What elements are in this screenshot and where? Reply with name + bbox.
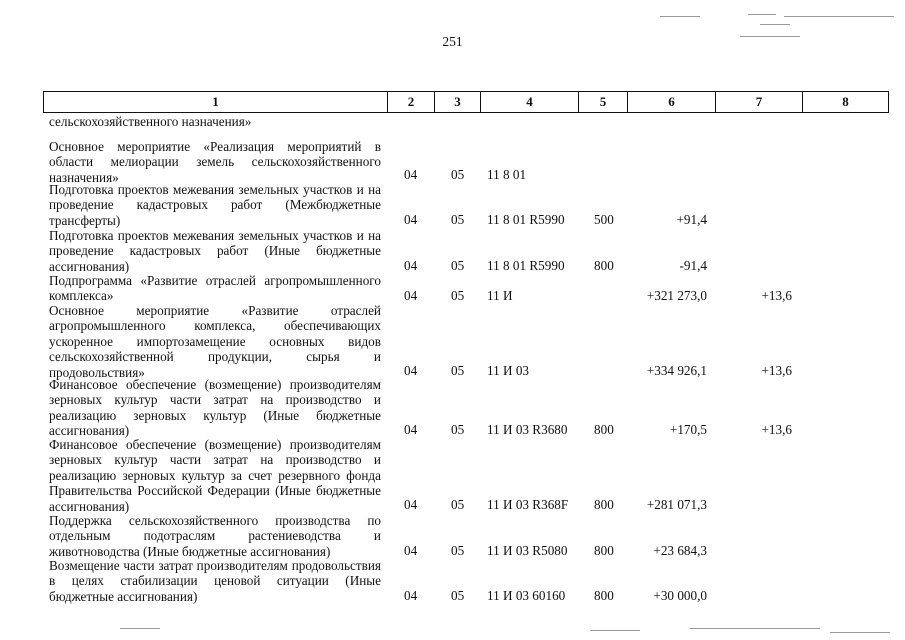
table-header [43, 91, 889, 113]
scan-noise [760, 24, 790, 25]
scan-noise [748, 14, 776, 15]
row-subsection: 05 [451, 422, 465, 437]
row-section: 04 [404, 363, 418, 378]
row-section: 04 [404, 212, 418, 227]
header-cell-2: 2 [388, 92, 435, 113]
scan-noise [740, 36, 800, 37]
row-subsection: 05 [451, 212, 465, 227]
row-subsection: 05 [451, 543, 465, 558]
header-cell-4: 4 [481, 92, 579, 113]
scan-noise [120, 628, 160, 629]
row-expense-type: 800 [594, 497, 614, 512]
header-row [44, 92, 889, 113]
row-name: Финансовое обеспечение (возмещение) производителям зерновых культур части затрат на производство и реализацию зерновых культур за счет резервного фонда Правительства Российской Федерации (Иные бюджетные ассигнования) [49, 437, 381, 514]
row-section: 04 [404, 167, 418, 182]
row-target-code: 11 И 03 [487, 363, 530, 378]
scan-noise [590, 630, 640, 631]
row-expense-type: 800 [594, 422, 614, 437]
row-amount: +170,5 [669, 422, 707, 437]
row-subsection: 05 [451, 288, 465, 303]
row-section: 04 [404, 588, 418, 603]
row-subsection: 05 [451, 588, 465, 603]
header-cell-3: 3 [435, 92, 481, 113]
header-cell-7: 7 [716, 92, 803, 113]
row-name: Основное мероприятие «Реализация мероприятий в области мелиорации земель сельскохозяйственного назначения» [49, 139, 381, 185]
header-cell-1: 1 [44, 92, 388, 113]
row-name: Подготовка проектов межевания земельных участков и на проведение кадастровых работ (Межбюджетные трансферты) [49, 182, 381, 228]
header-cell-5: 5 [579, 92, 628, 113]
scan-noise [690, 628, 820, 629]
row-subsection: 05 [451, 258, 465, 273]
row-target-code: 11 И 03 R3680 [487, 422, 568, 437]
row-amount-2: +13,6 [761, 363, 792, 378]
scan-noise [830, 632, 890, 633]
row-name: Финансовое обеспечение (возмещение) производителям зерновых культур части затрат на производство и реализацию зерновых культур (Иные бюджетные ассигнования) [49, 377, 381, 439]
row-target-code: 11 И 03 R368F [487, 497, 569, 512]
row-name: Подпрограмма «Развитие отраслей агропромышленного комплекса» [49, 273, 381, 304]
row-expense-type: 800 [594, 543, 614, 558]
page-number: 251 [442, 34, 463, 49]
row-amount: +281 071,3 [646, 497, 707, 512]
row-target-code: 11 И 03 60160 [487, 588, 566, 603]
row-subsection: 05 [451, 497, 465, 512]
row-amount-2: +13,6 [761, 422, 792, 437]
header-cell-8: 8 [803, 92, 889, 113]
row-target-code: 11 8 01 R5990 [487, 212, 565, 227]
row-amount: +30 000,0 [653, 588, 707, 603]
row-target-code: 11 И [487, 288, 513, 303]
row-expense-type: 800 [594, 258, 614, 273]
row-expense-type: 500 [594, 212, 614, 227]
row-target-code: 11 И 03 R5080 [487, 543, 568, 558]
row-amount: +91,4 [676, 212, 707, 227]
scan-noise [784, 16, 894, 17]
row-expense-type: 800 [594, 588, 614, 603]
row-section: 04 [404, 497, 418, 512]
scan-noise [660, 16, 700, 17]
row-name: Подготовка проектов межевания земельных участков и на проведение кадастровых работ (Иные бюджетные ассигнования) [49, 228, 381, 274]
row-amount: -91,4 [679, 258, 707, 273]
header-cell-6: 6 [628, 92, 716, 113]
row-amount: +334 926,1 [646, 363, 707, 378]
row-section: 04 [404, 422, 418, 437]
row-target-code: 11 8 01 R5990 [487, 258, 565, 273]
row-section: 04 [404, 543, 418, 558]
row-section: 04 [404, 288, 418, 303]
row-subsection: 05 [451, 363, 465, 378]
row-name: Возмещение части затрат производителям продовольствия в целях стабилизации ценовой ситуации (Иные бюджетные ассигнования) [49, 558, 381, 604]
continuation-text: сельскохозяйственного назначения» [49, 114, 252, 129]
row-amount: +23 684,3 [653, 543, 707, 558]
row-amount-2: +13,6 [761, 288, 792, 303]
row-section: 04 [404, 258, 418, 273]
row-name: Поддержка сельскохозяйственного производства по отдельным подотраслям растениеводства и животноводства (Иные бюджетные ассигнования) [49, 513, 381, 559]
row-name: Основное мероприятие «Развитие отраслей агропромышленного комплекса, обеспечивающих ускоренное импортозамещение основных видов сельскохозяйственной продукции, сырья и продовольствия» [49, 303, 381, 380]
row-amount: +321 273,0 [646, 288, 707, 303]
row-subsection: 05 [451, 167, 465, 182]
row-target-code: 11 8 01 [487, 167, 527, 182]
